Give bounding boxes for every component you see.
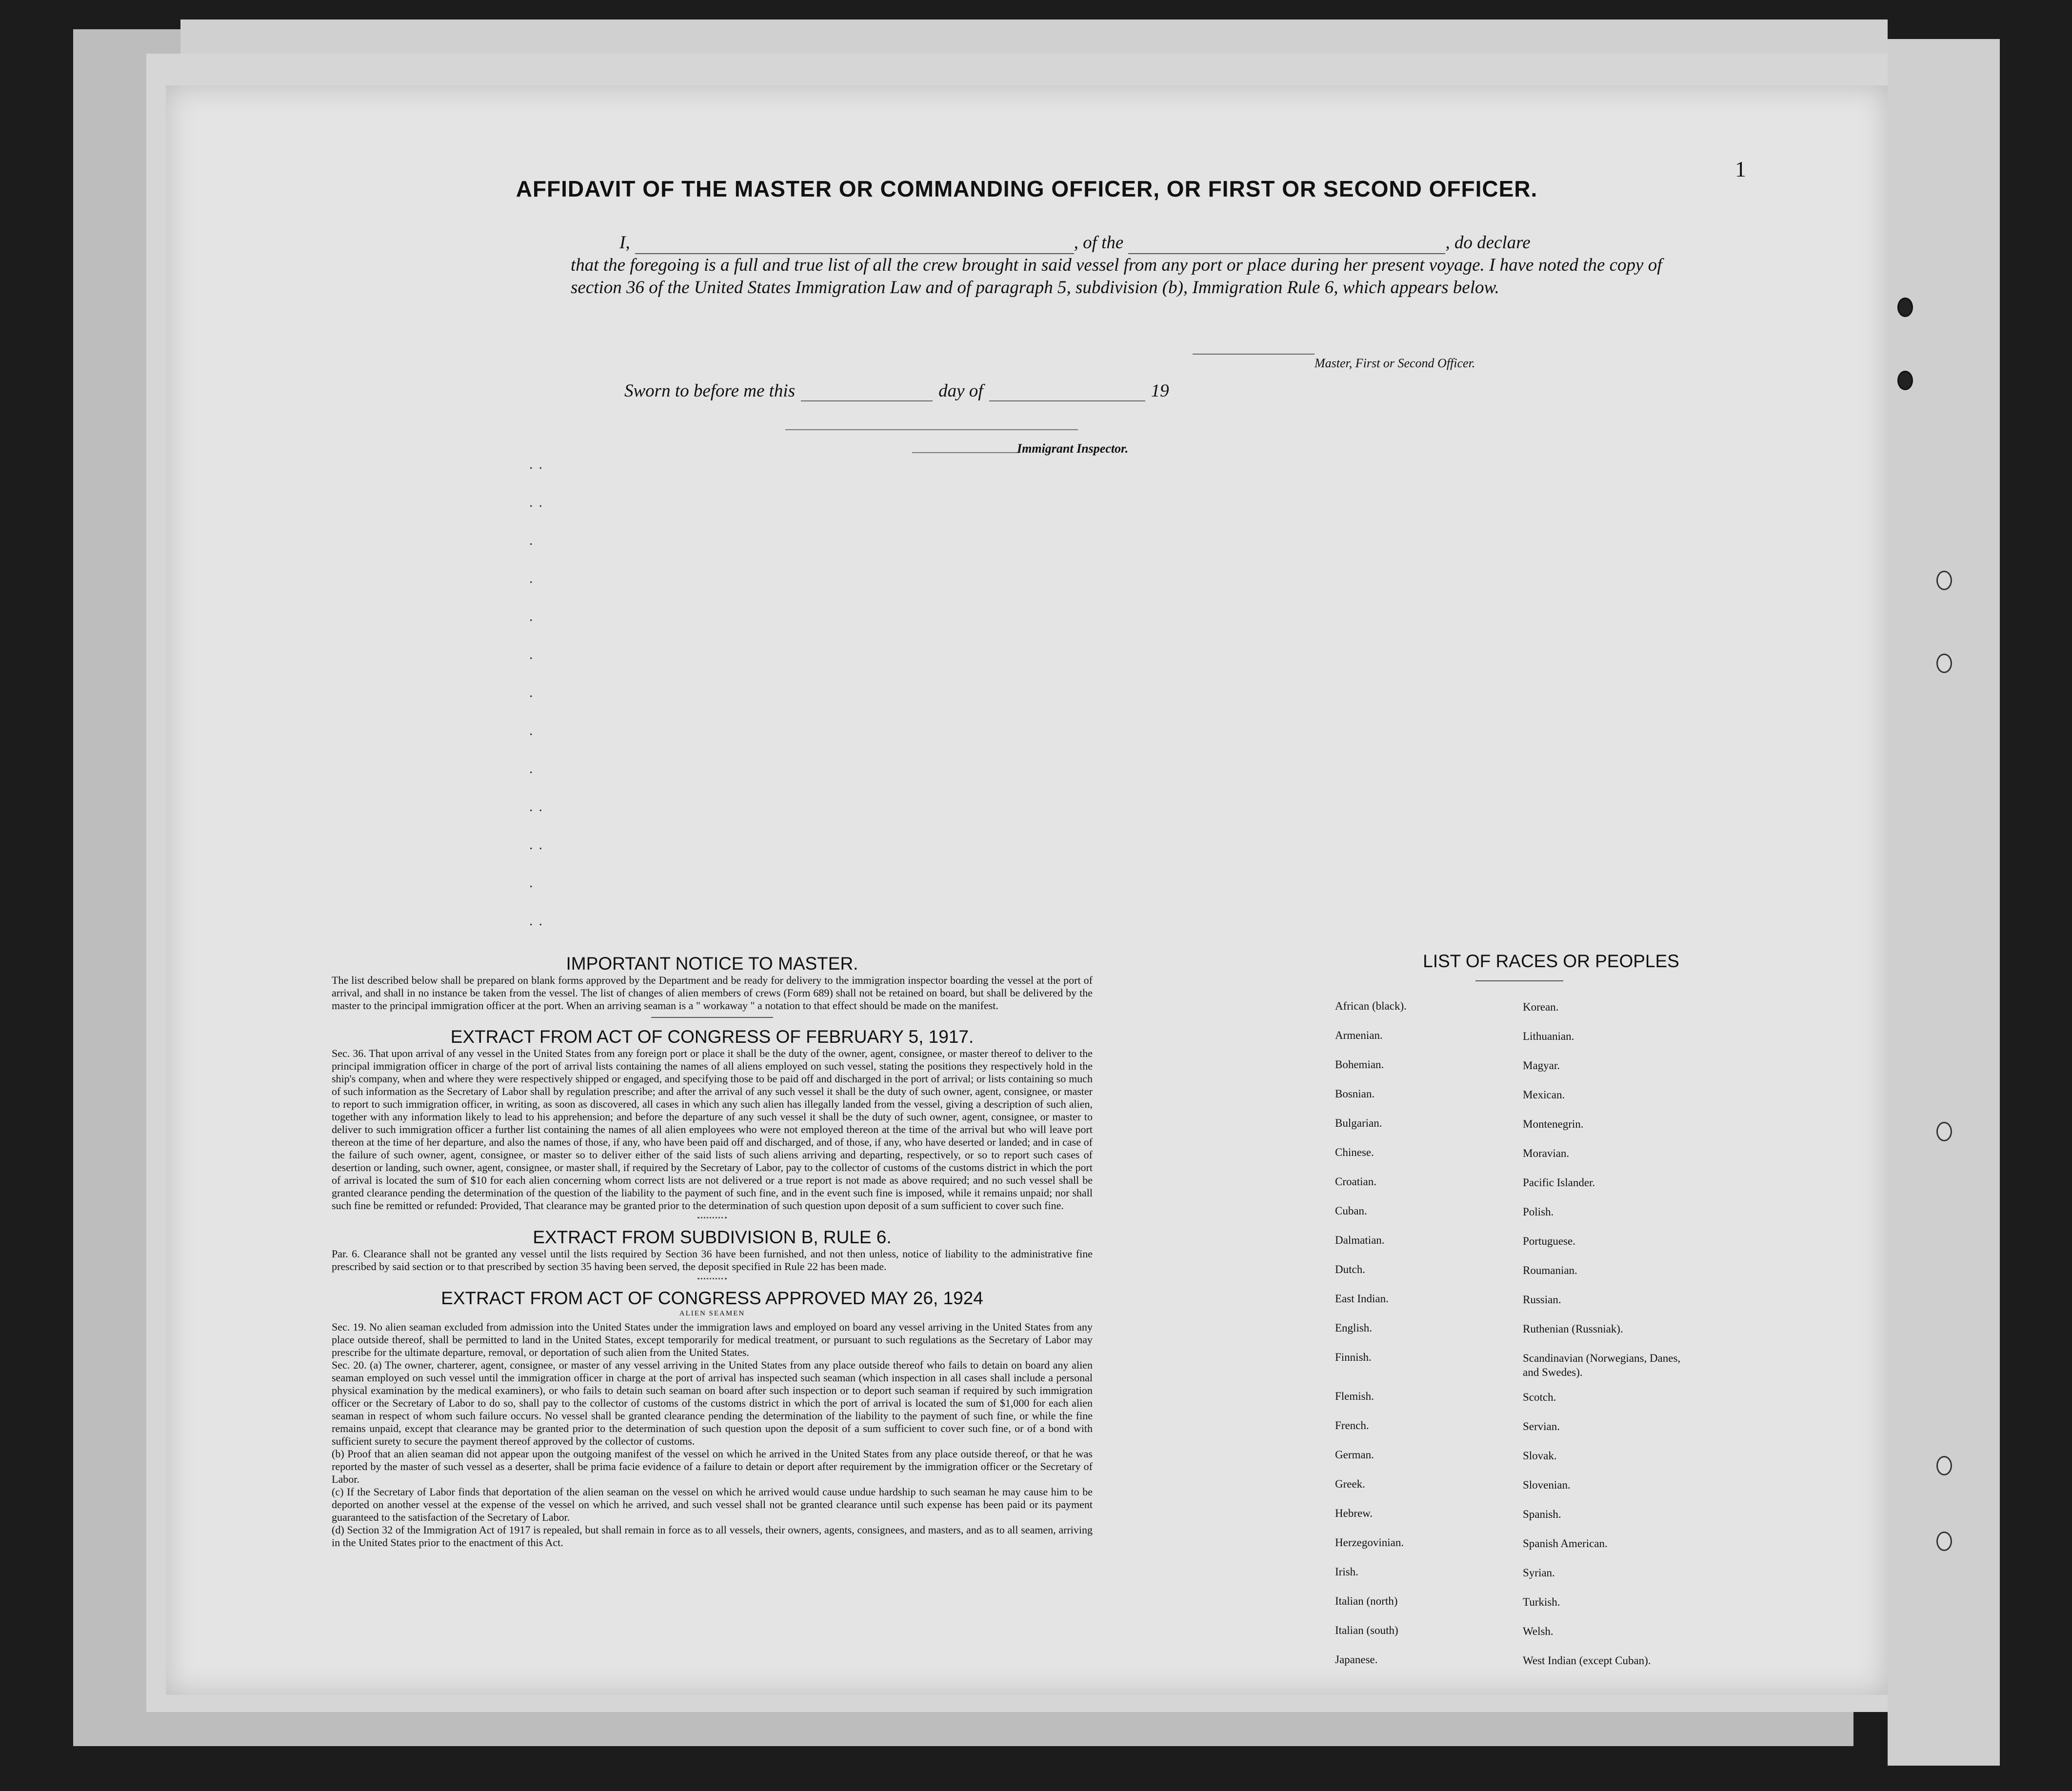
dot-leader: . bbox=[529, 646, 539, 662]
extract2-text: Par. 6. Clearance shall not be granted any vessel until the lists required by Section 36 have been furnished, and not then unless, notice of liability to the administrative fine prescribed by said section or to that prescribed by section 35 having been served, the deposit specified in Rule 22 has been made. bbox=[332, 1248, 1093, 1273]
name-blank[interactable] bbox=[635, 239, 1074, 254]
race-row bbox=[1335, 1000, 1823, 1029]
race-right: Magyar. bbox=[1523, 1059, 1560, 1072]
race-left: Italian (south) bbox=[1335, 1624, 1398, 1636]
race-left: Herzegovinian. bbox=[1335, 1536, 1404, 1549]
race-right: Portuguese. bbox=[1523, 1235, 1575, 1247]
notice-section bbox=[332, 954, 1093, 1549]
dot-leader: .. bbox=[529, 836, 548, 853]
inspector-label: Immigrant Inspector. bbox=[1017, 441, 1129, 456]
day-blank[interactable] bbox=[801, 389, 933, 401]
extract1-title: EXTRACT FROM ACT OF CONGRESS OF FEBRUARY 5, 1917. bbox=[450, 1027, 974, 1047]
race-right: Lithuanian. bbox=[1523, 1030, 1574, 1042]
race-left: Flemish. bbox=[1335, 1390, 1374, 1402]
race-right: Polish. bbox=[1523, 1206, 1554, 1218]
race-left: Dutch. bbox=[1335, 1263, 1365, 1275]
sec20c-text: (c) If the Secretary of Labor finds that deportation of the alien seaman on the vessel on which he arrived would cause undue hardship to such seaman he may cause him to be deported on another vessel at the expense of the vessel on which he arrived, and such vessel shall not be granted clearance until such expense has been paid or its payment guaranteed to the satisfaction of the Secretary of Labor. bbox=[332, 1486, 1093, 1523]
race-row bbox=[1335, 1234, 1823, 1263]
affidavit-declaration bbox=[571, 232, 1702, 299]
race-row bbox=[1335, 1595, 1823, 1624]
dot-leader: . bbox=[529, 760, 539, 776]
dot-leader: . bbox=[529, 875, 539, 891]
race-left: Chinese. bbox=[1335, 1146, 1374, 1158]
notice-text: The list described below shall be prepared on blank forms approved by the Department and be ready for delivery to the immigration inspector boarding the vessel at the port of arrival, and shall in no instance be taken from the vessel. The list of changes of alien members of crews (Form 689) shall not be retained on board, but shall be delivered by the master to the principal immigration officer at the port. When an arriving seaman is a " workaway " a notation to that effect should be made on the manifest. bbox=[332, 974, 1093, 1012]
race-left: Italian (north) bbox=[1335, 1595, 1398, 1607]
race-left: German. bbox=[1335, 1449, 1374, 1461]
race-row bbox=[1335, 1478, 1823, 1507]
race-row bbox=[1335, 1653, 1823, 1683]
sec20d-text: (d) Section 32 of the Immigration Act of 1917 is repealed, but shall remain in force as to all vessels, their owners, agents, consignees, and masters, and as to all seamen, arriving in the United States prior to the enactment of this Act. bbox=[332, 1524, 1093, 1549]
race-right: Russian. bbox=[1523, 1294, 1561, 1306]
race-row bbox=[1335, 1175, 1823, 1205]
signature-line[interactable] bbox=[1193, 354, 1315, 355]
page-number: 1 bbox=[1735, 157, 1746, 181]
dot-leader: . bbox=[529, 532, 539, 548]
divider bbox=[697, 1217, 727, 1218]
race-row bbox=[1335, 1058, 1823, 1088]
day-of-label: day of bbox=[938, 381, 983, 401]
race-row bbox=[1335, 1419, 1823, 1449]
race-right: Turkish. bbox=[1523, 1596, 1560, 1608]
race-right: Pacific Islander. bbox=[1523, 1176, 1595, 1189]
race-left: French. bbox=[1335, 1419, 1369, 1432]
races-title: LIST OF RACES OR PEOPLES bbox=[1423, 951, 1679, 971]
race-row bbox=[1335, 1205, 1823, 1234]
affidavit-title: AFFIDAVIT OF THE MASTER OR COMMANDING OFFICER, OR FIRST OR SECOND OFFICER. bbox=[516, 176, 1538, 201]
race-row bbox=[1335, 1566, 1823, 1595]
race-row bbox=[1335, 1624, 1823, 1653]
extract2-title: EXTRACT FROM SUBDIVISION B, RULE 6. bbox=[533, 1227, 892, 1247]
dot-leader: . bbox=[529, 684, 539, 700]
race-left: Bohemian. bbox=[1335, 1058, 1384, 1071]
race-left: Hebrew. bbox=[1335, 1507, 1373, 1519]
races-divider bbox=[1475, 980, 1563, 981]
race-right: Slovak. bbox=[1523, 1450, 1557, 1462]
binder-hole bbox=[1936, 1532, 1952, 1551]
dot-leader: .. bbox=[529, 494, 548, 510]
race-right: Syrian. bbox=[1523, 1567, 1555, 1579]
binder-hole bbox=[1936, 571, 1952, 590]
race-right: Korean. bbox=[1523, 1001, 1559, 1013]
sworn-line bbox=[624, 380, 1169, 401]
race-left: Irish. bbox=[1335, 1566, 1358, 1578]
race-left: African (black). bbox=[1335, 1000, 1407, 1012]
notice-title: IMPORTANT NOTICE TO MASTER. bbox=[566, 954, 858, 974]
race-row bbox=[1335, 1029, 1823, 1058]
i-label: I, bbox=[619, 233, 630, 253]
dot-leader: . bbox=[529, 570, 539, 586]
dot-leader: . bbox=[529, 722, 539, 738]
race-left: East Indian. bbox=[1335, 1293, 1389, 1305]
race-row bbox=[1335, 1293, 1823, 1322]
dot-leader: . bbox=[529, 608, 539, 624]
race-row bbox=[1335, 1263, 1823, 1293]
race-right: West Indian (except Cuban). bbox=[1523, 1654, 1651, 1667]
dot-leader: .. bbox=[529, 913, 548, 929]
race-right: Scotch. bbox=[1523, 1391, 1556, 1403]
race-row bbox=[1335, 1088, 1823, 1117]
race-right: Welsh. bbox=[1523, 1625, 1554, 1637]
race-left: Finnish. bbox=[1335, 1351, 1372, 1363]
sec20a-text: Sec. 20. (a) The owner, charterer, agent, consignee, or master of any vessel arriving in the United States from any place outside thereof who fails to detain on board any alien seaman employed on such vessel until the immigration officer in charge at the port of arrival has inspected such seaman (which inspection in all cases shall include a personal physical examination by the medical examiners), or who fails to detain such seaman on board after such inspection or to deport such seaman if required by such immigration officer or the Secretary of Labor to do so, shall pay to the collector of customs of the customs district in which the port of arrival is located the sum of $1,000 for each alien seaman in respect of whom such failure occurs. No vessel shall be granted clearance pending the determination of the liability to the payment of such fine, or while the fine remains unpaid, except that clearance may be granted prior to the determination of such question upon the deposit of a sum sufficient to cover such fine, or of a bond with sufficient surety to secure the payment thereof approved by the collector of customs. bbox=[332, 1359, 1093, 1447]
race-right: Scandinavian (Norwegians, Danes, and Swedes). bbox=[1523, 1352, 1681, 1378]
race-row bbox=[1335, 1507, 1823, 1536]
do-declare-label: , do declare bbox=[1445, 233, 1531, 253]
dot-leader: .. bbox=[529, 456, 548, 472]
race-row bbox=[1335, 1536, 1823, 1566]
vessel-blank[interactable] bbox=[1128, 239, 1445, 254]
race-left: Dalmatian. bbox=[1335, 1234, 1385, 1246]
race-left: English. bbox=[1335, 1322, 1373, 1334]
binder-hole bbox=[1936, 1122, 1952, 1141]
race-left: Croatian. bbox=[1335, 1175, 1376, 1188]
race-right: Montenegrin. bbox=[1523, 1118, 1584, 1130]
of-the-label: , of the bbox=[1074, 233, 1124, 253]
binder-hole bbox=[1936, 1456, 1952, 1475]
affidavit-text: that the foregoing is a full and true list of all the crew brought in said vessel from any port or place during her present voyage. I have noted the copy of section 36 of the United States Immigration Law and of paragraph 5, subdivision (b), Immigration Rule 6, which appears below. bbox=[571, 255, 1662, 298]
divider bbox=[651, 1017, 773, 1018]
form-page bbox=[166, 85, 1888, 1695]
binder-hole bbox=[1936, 654, 1952, 673]
signature-label: Master, First or Second Officer. bbox=[1315, 356, 1475, 370]
binder-hole bbox=[1897, 298, 1913, 317]
race-row bbox=[1335, 1351, 1823, 1380]
race-right: Servian. bbox=[1523, 1420, 1560, 1433]
race-left: Japanese. bbox=[1335, 1653, 1378, 1666]
race-left: Armenian. bbox=[1335, 1029, 1383, 1041]
dot-leader: .. bbox=[529, 798, 548, 815]
sec20b-text: (b) Proof that an alien seaman did not appear upon the outgoing manifest of the vessel on which he arrived in the United States from any place outside thereof, or that he was reported by the master of such vessel as a deserter, shall be prima facie evidence of a failure to detain or deport after requirement by the immigration officer or the Secretary of Labor. bbox=[332, 1448, 1093, 1485]
binder-hole bbox=[1897, 371, 1913, 390]
inspector-signature-line[interactable] bbox=[785, 429, 1078, 430]
race-right: Ruthenian (Russniak). bbox=[1523, 1323, 1623, 1335]
year-label: 19 bbox=[1151, 381, 1169, 401]
extract1-text: Sec. 36. That upon arrival of any vessel in the United States from any foreign port or place it shall be the duty of the owner, agent, consignee, or master thereof to deliver to the principal immigration officer in charge of the port of arrival lists containing the names of all aliens employed on such vessel, stating the positions they respectively hold in the ship's company, when and where they were respectively shipped or engaged, and specifying those to be paid off and discharged in the port of arrival; or lists containing so much of such information as the Secretary of Labor shall by regulation prescribe; and after the arrival of any such vessel it shall be the duty of such owner, agent, consignee, or master to report to such immigration officer, in writing, as soon as discovered, all cases in which any such alien has illegally landed from the vessel, giving a description of such alien, together with any information likely to lead to his apprehension; and before the departure of any such vessel it shall be the duty of such owner, agent, consignee, or master to deliver to such immigration officer a further list containing the names of all alien employees who were not employed thereon at the time of the arrival but who will leave port thereon at the time of her departure, and also the names of those, if any, who have been paid off and discharged, and of those, if any, who have deserted or landed; and in case of the failure of such owner, agent, consignee, or master so to deliver either of the said lists of such aliens arriving and departing, respectively, or so to report such cases of desertion or landing, such owner, agent, consignee, or master shall, if required by the Secretary of Labor, pay to the collector of customs of the customs district in which the port of arrival is located the sum of $10 for each alien concerning whom correct lists are not delivered or a true report is not made as above required; and no such vessel shall be granted clearance pending the determination of the question of the liability to the payment of such fine, and in the event such fine is imposed, while it remains unpaid; nor shall such fine be remitted or refunded: Provided, That clearance may be granted prior to the determination of such question upon deposit of a sum sufficient to cover such fine. bbox=[332, 1047, 1093, 1212]
race-right: Moravian. bbox=[1523, 1147, 1570, 1159]
race-left: Cuban. bbox=[1335, 1205, 1367, 1217]
race-left: Greek. bbox=[1335, 1478, 1365, 1490]
race-right: Spanish American. bbox=[1523, 1537, 1608, 1550]
race-right: Spanish. bbox=[1523, 1508, 1561, 1520]
race-right: Roumanian. bbox=[1523, 1264, 1577, 1276]
divider bbox=[697, 1278, 727, 1279]
race-row bbox=[1335, 1146, 1823, 1175]
extract3-title: EXTRACT FROM ACT OF CONGRESS APPROVED MAY 26, 1924 bbox=[441, 1288, 983, 1308]
race-left: Bosnian. bbox=[1335, 1088, 1375, 1100]
race-row bbox=[1335, 1390, 1823, 1419]
race-left: Bulgarian. bbox=[1335, 1117, 1382, 1129]
inspector-underline bbox=[912, 452, 1019, 453]
race-row bbox=[1335, 1322, 1823, 1351]
race-row bbox=[1335, 1117, 1823, 1146]
sworn-label: Sworn to before me this bbox=[624, 381, 796, 401]
declaration-line bbox=[619, 232, 1702, 254]
race-right: Mexican. bbox=[1523, 1089, 1565, 1101]
race-row bbox=[1335, 1449, 1823, 1478]
race-right: Slovenian. bbox=[1523, 1479, 1571, 1491]
month-blank[interactable] bbox=[989, 389, 1145, 401]
sec19-text: Sec. 19. No alien seaman excluded from admission into the United States under the immigration laws and employed on board any vessel arriving in the United States from any place outside thereof, shall be permitted to land in the United States, except temporarily for medical treatment, or pursuant to such regulations as the Secretary of Labor may prescribe for the ultimate departure, removal, or deportation of such alien from the United States. bbox=[332, 1321, 1093, 1358]
extract3-subtitle: ALIEN SEAMEN bbox=[679, 1310, 745, 1317]
